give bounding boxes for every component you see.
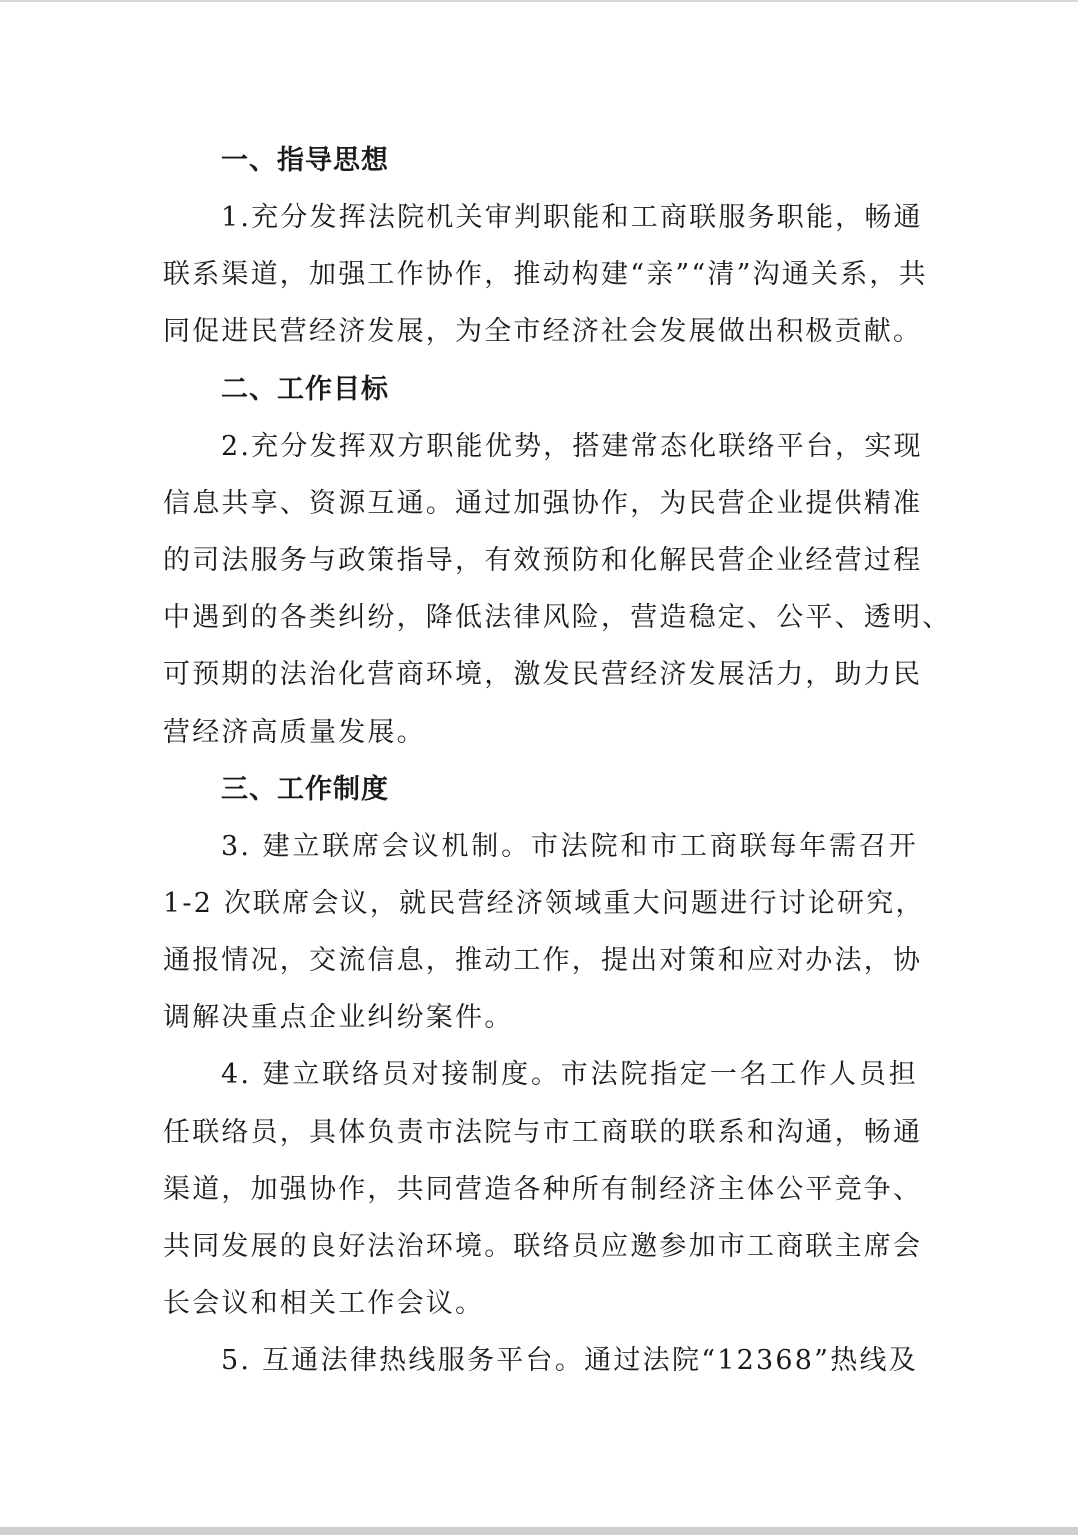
paragraph-line: 中遇到的各类纠纷，降低法律风险，营造稳定、公平、透明、 [163,602,952,634]
paragraph-line: 1.充分发挥法院机关审判职能和工商联服务职能，畅通 [221,202,923,233]
paragraph-line: 长会议和相关工作会议。 [163,1288,485,1320]
paragraph-line: 2.充分发挥双方职能优势，搭建常态化联络平台，实现 [221,430,923,462]
paragraph-5 [163,1332,918,1389]
paragraph-line: 4. 建立联络员对接制度。市法院指定一名工作人员担 [221,1059,918,1091]
paragraph-line: 可预期的法治化营商环境，激发民营经济发展活力，助力民 [163,659,923,691]
paragraph-line: 信息共享、资源互通。通过加强协作，为民营企业提供精准 [163,487,923,519]
page-bottom-edge [0,1527,1078,1535]
paragraph-line: 通报情况，交流信息，推动工作，提出对策和应对办法，协 [163,945,923,977]
paragraph-line: 调解决重点企业纠纷案件。 [163,1002,514,1034]
section-heading-guiding-ideology: 一、指导思想 [221,145,389,176]
paragraph-line: 渠道，加强协作，共同营造各种所有制经济主体公平竞争、 [163,1173,923,1205]
paragraph-3 [163,818,925,1047]
paragraph-1 [163,189,928,361]
page-top-edge [0,0,1078,2]
paragraph-4 [163,1046,923,1332]
paragraph-line: 联系渠道，加强工作协作，推动构建“亲”“清”沟通关系，共 [163,259,928,291]
paragraph-line: 同促进民营经济发展，为全市经济社会发展做出积极贡献。 [163,316,923,348]
paragraph-line: 任联络员，具体负责市法院与市工商联的联系和沟通，畅通 [163,1116,923,1148]
paragraph-line: 营经济高质量发展。 [163,716,426,748]
section-heading-work-system: 三、工作制度 [221,773,389,805]
paragraph-line: 共同发展的良好法治环境。联络员应邀参加市工商联主席会 [163,1231,923,1262]
document-page [163,132,952,1390]
paragraph-2 [163,418,952,761]
paragraph-line: 1-2 次联席会议，就民营经济领域重大问题进行讨论研究， [163,887,925,919]
paragraph-line: 3. 建立联席会议机制。市法院和市工商联每年需召开 [221,830,918,862]
paragraph-line: 的司法服务与政策指导，有效预防和化解民营企业经营过程 [163,544,923,576]
paragraph-line: 5. 互通法律热线服务平台。通过法院“12368”热线及 [221,1345,918,1377]
section-heading-work-goals: 二、工作目标 [221,373,389,405]
